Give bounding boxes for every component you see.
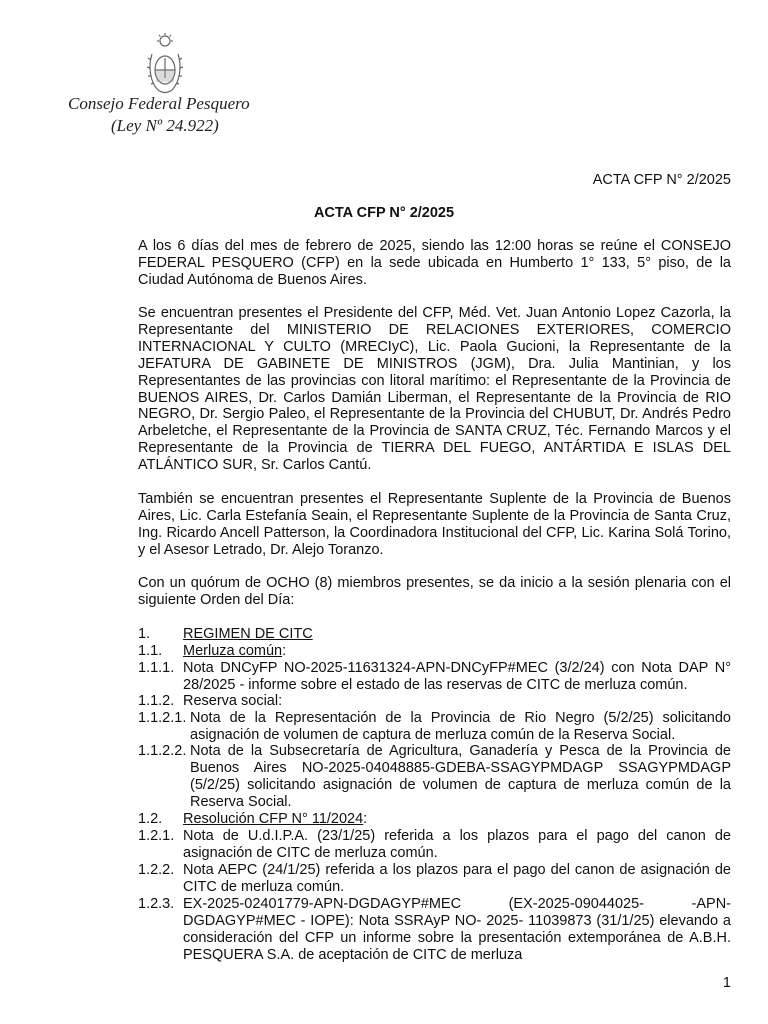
agenda-item-text: Reserva social: bbox=[183, 693, 283, 709]
agenda-item: 1.2. Resolución CFP N° 11/2024: bbox=[138, 811, 368, 827]
agenda-item-text: Nota de la Subsecretaría de Agricultura, Ganadería y Pesca de la Provincia de Buenos Aires NO-2025-04048885-GDEBA-SSAGYPMDAGP SSAGYPMDAGP (5/2/25) solicitando asignación de volumen de captura de merluza común de la Reserva Social. bbox=[190, 743, 731, 810]
paragraph-alternates: También se encuentran presentes el Representante Suplente de la Provincia de Buenos Aires, Lic. Carla Estefanía Seain, el Representante Suplente de la Provincia de Santa Cruz, Ing. Ricardo Ancell Patterson, la Coordinadora Institucional del CFP, Lic. Karina Solá Torino, y el Asesor Letrado, Dr. Alejo Toranzo. bbox=[138, 491, 731, 558]
agenda-item bbox=[138, 626, 731, 643]
paragraph-attendees: Se encuentran presentes el Presidente del CFP, Méd. Vet. Juan Antonio Lopez Cazorla, la Representante del MINISTERIO DE RELACIONES EXTERIORES, COMERCIO INTERNACIONAL Y CULTO (MRECIyC), Lic. Paola Gucioni, la Representante de la JEFATURA DE GABINETE DE MINISTROS (JGM), Dra. Julia Mantinian, y los Representantes de las provincias con litoral marítimo: el Representante de la Provincia de BUENOS AIRES, Dr. Carlos Damián Liberman, el Representante de la Provincia de RIO NEGRO, Dr. Sergio Paleo, el Representante de la Provincia del CHUBUT, Dr. Andrés Pedro Arbeletche, el Representante de la Provincia de SANTA CRUZ, Téc. Fernando Marcos y el Representante de la Provincia de TIERRA DEL FUEGO, ANTÁRTIDA E ISLAS DEL ATLÁNTICO SUR, Sr. Carlos Cantú. bbox=[138, 305, 731, 474]
org-law: (Ley Nº 24.922) bbox=[111, 116, 219, 135]
agenda-item-text: Nota de U.d.I.P.A. (23/1/25) referida a los plazos para el pago del canon de asignación de CITC de merluza común. bbox=[183, 828, 731, 861]
paragraph-opening: A los 6 días del mes de febrero de 2025, siendo las 12:00 horas se reúne el CONSEJO FEDERAL PESQUERO (CFP) en la sede ubicada en Humberto 1° 133, 5° piso, de la Ciudad Autónoma de Buenos Aires. bbox=[138, 238, 731, 288]
agenda-item-number: 1.1.1. bbox=[138, 660, 175, 676]
agenda-item-number: 1.2. bbox=[138, 811, 163, 827]
document-title: ACTA CFP N° 2/2025 bbox=[313, 205, 455, 221]
agenda-item-text: Nota DNCyFP NO-2025-11631324-APN-DNCyFP#MEC (3/2/24) con Nota DAP N° 28/2025 - informe sobre el estado de las reservas de CITC de merluza común. bbox=[183, 660, 731, 693]
agenda-item-number: 1.2.1. bbox=[138, 828, 175, 844]
agenda-item-number: 1.1.2. bbox=[138, 693, 175, 709]
agenda-item bbox=[138, 710, 731, 744]
page-number: 1 bbox=[722, 975, 731, 991]
agenda-item bbox=[138, 828, 731, 862]
agenda-item bbox=[138, 660, 731, 694]
agenda-item-text: Nota AEPC (24/1/25) referida a los plazos para el pago del canon de asignación de CITC de merluza común. bbox=[183, 862, 731, 895]
agenda-item-text: EX-2025-02401779-APN-DGDAGYP#MEC (EX-2025-09044025- -APN-DGDAGYP#MEC - IOPE): Nota SSRAyP NO- 2025- 11039873 (31/1/25) elevando a consideración del CFP un informe sobre la presentación extemporánea de A.B.H. PESQUERA S.A. de aceptación de CITC de merluza bbox=[183, 896, 731, 963]
agenda-item-text: Merluza común bbox=[183, 643, 283, 659]
agenda-item: 1.1. Merluza común: bbox=[138, 643, 287, 659]
agenda-item bbox=[138, 743, 731, 811]
agenda-item-text: Resolución CFP N° 11/2024 bbox=[183, 811, 364, 827]
coat-of-arms-seal bbox=[146, 32, 184, 96]
agenda-item bbox=[138, 896, 731, 964]
agenda-item-number: 1.1. bbox=[138, 643, 163, 659]
paragraph-quorum: Con un quórum de OCHO (8) miembros presentes, se da inicio a la sesión plenaria con el siguiente Orden del Día: bbox=[138, 575, 731, 608]
agenda-item-text: REGIMEN DE CITC bbox=[183, 626, 313, 642]
agenda-item bbox=[138, 862, 731, 896]
agenda-item-number: 1.1.2.2. bbox=[138, 743, 187, 759]
agenda-item bbox=[138, 693, 731, 710]
org-name: Consejo Federal Pesquero bbox=[68, 94, 250, 113]
agenda-item-number: 1.1.2.1. bbox=[138, 710, 187, 726]
agenda-item-text: Nota de la Representación de la Provincia de Rio Negro (5/2/25) solicitando asignación de volumen de captura de merluza común de la Reserva Social. bbox=[190, 710, 731, 743]
agenda-item-number: 1.2.3. bbox=[138, 896, 175, 912]
agenda-item-number: 1.2.2. bbox=[138, 862, 175, 878]
doc-reference: ACTA CFP N° 2/2025 bbox=[592, 172, 731, 188]
agenda-item-number: 1. bbox=[138, 626, 151, 642]
